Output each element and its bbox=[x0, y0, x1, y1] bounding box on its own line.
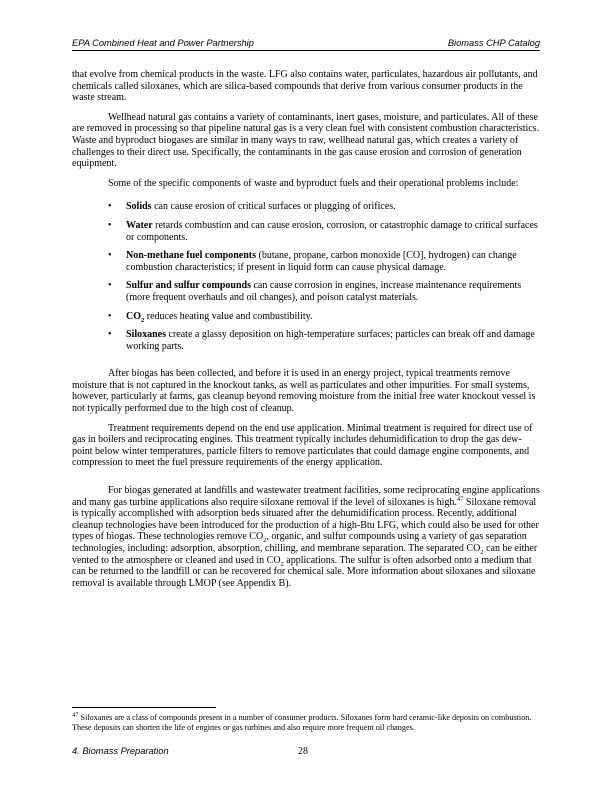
footnote-number: 47 bbox=[72, 711, 79, 719]
page-header bbox=[72, 38, 540, 51]
list-item-term: Sulfur and sulfur compounds bbox=[126, 280, 251, 292]
bullet-icon: • bbox=[108, 329, 112, 341]
list-item-text: reduces heating value and combustibility. bbox=[144, 310, 313, 322]
list-item bbox=[72, 220, 542, 243]
paragraph-siloxane-removal: For biogas generated at landfills and wastewater treatment facilities, some reciprocating engine applications and many gas turbine applications also require siloxane removal if the level of siloxanes is high.$^{47}$ Siloxane removal is typically accomplished with adsorption beds situated after the dehumidification process. Recently, additional cleanup technologies have been introduced for the production of a high-Btu LFG, which could also be used for other types of biogas. These technologies remove $CO_2$, organic, and sulfur compounds using a variety of gas separation technologies, including: adsorption, absorption, chilling, and membrane separation. The separated $CO_2$ can be either vented to the atmosphere or cleaned and used in $CO_2$ applications. The sulfur is often adsorbed onto a medium that can be returned to the landfill or can be recovered for chemical sale. More information about siloxanes and siloxane removal is available through LMOP (see Appendix B). bbox=[72, 485, 540, 589]
footnote bbox=[72, 713, 542, 733]
paragraph-continued: that evolve from chemical products in the waste. LFG also contains water, particulates, hazardous air pollutants, and chemicals called siloxanes, which are silica-based compounds that derive from various consumer products in the waste stream. bbox=[72, 69, 538, 104]
subscript: 2 bbox=[141, 316, 145, 324]
footnote-text: Siloxanes are a class of compounds present in a number of consumer products. Siloxanes form hard ceramic-like deposits on combustion. These deposits can shorten the life of engines or gas turbines and also require more frequent oil changes. bbox=[72, 713, 532, 732]
footnote-divider bbox=[72, 707, 216, 708]
list-item bbox=[72, 280, 542, 303]
list-item-text: (butane, propane, carbon monoxide [CO], hydrogen) can change combustion characteristics; if present in liquid form can cause physical damage. bbox=[126, 250, 517, 273]
page-body bbox=[72, 69, 542, 589]
list-item bbox=[72, 311, 542, 323]
header-right-title: Biomass CHP Catalog bbox=[447, 38, 540, 48]
bullet-icon: • bbox=[108, 201, 112, 213]
list-item-term: Solids bbox=[126, 201, 152, 213]
paragraph-biogas-collection: After biogas has been collected, and before it is used in an energy project, typical treatments remove moisture that is not captured in the knockout tanks, as well as particulates and other impurities. For small systems, however, particularly at farms, gas cleanup beyond removing moisture from the initial free water knockout vessel is not typically performed due to the high cost of cleanup. bbox=[72, 368, 536, 415]
footer-section: 4. Biomass Preparation bbox=[72, 746, 169, 756]
list-item-term: Non-methane fuel components bbox=[126, 250, 256, 262]
list-item-text: can cause corrosion in engines, increase maintenance requirements (more frequent overhauls and oil changes), and poison catalyst materials. bbox=[126, 280, 522, 303]
list-item-term: Water bbox=[126, 219, 153, 231]
page-number: 28 bbox=[298, 746, 308, 757]
footnote-reference: 47 bbox=[456, 495, 464, 503]
contaminant-list bbox=[72, 201, 542, 352]
list-item-text: create a glassy deposition on high-temperature surfaces; particles can break off and damage working parts. bbox=[126, 329, 535, 352]
list-item bbox=[72, 329, 542, 352]
bullet-icon: • bbox=[108, 310, 112, 322]
paragraph-components-intro: Some of the specific components of waste and byproduct fuels and their operational problems include: bbox=[108, 177, 519, 189]
list-item-term: Siloxanes bbox=[126, 329, 167, 341]
list-item-text: retards combustion and can cause erosion, corrosion, or catastrophic damage to critical surfaces or components. bbox=[126, 219, 538, 243]
list-item bbox=[72, 201, 542, 213]
bullet-icon: • bbox=[108, 250, 112, 262]
paragraph-treatment-requirements: Treatment requirements depend on the end use application. Minimal treatment is required for direct use of gas in boilers and reciprocating engines. This treatment typically includes dehumidification to drop the gas dew-point below winter temperatures, particle filters to remove particulates that could damage engine components, and compression to meet the fuel pressure requirements of the energy application. bbox=[72, 422, 533, 469]
bullet-icon: • bbox=[108, 219, 112, 231]
list-item bbox=[72, 250, 542, 273]
paragraph-wellhead: Wellhead natural gas contains a variety of contaminants, inert gases, moisture, and particulates. All of these are removed in processing so that pipeline natural gas is a very clean fuel with consistent combustion characteristics. Waste and byproduct biogases are similar in many ways to raw, wellhead natural gas, which creates a variety of challenges to their direct use. Specifically, the contaminants in the gas cause erosion and corrosion of generation equipment. bbox=[72, 111, 540, 170]
bullet-icon: • bbox=[108, 280, 112, 292]
list-item-term: $CO_2$ bbox=[126, 310, 145, 324]
list-item-text: can cause erosion of critical surfaces or plugging of orifices. bbox=[151, 201, 396, 213]
header-left-title: EPA Combined Heat and Power Partnership bbox=[72, 38, 254, 48]
